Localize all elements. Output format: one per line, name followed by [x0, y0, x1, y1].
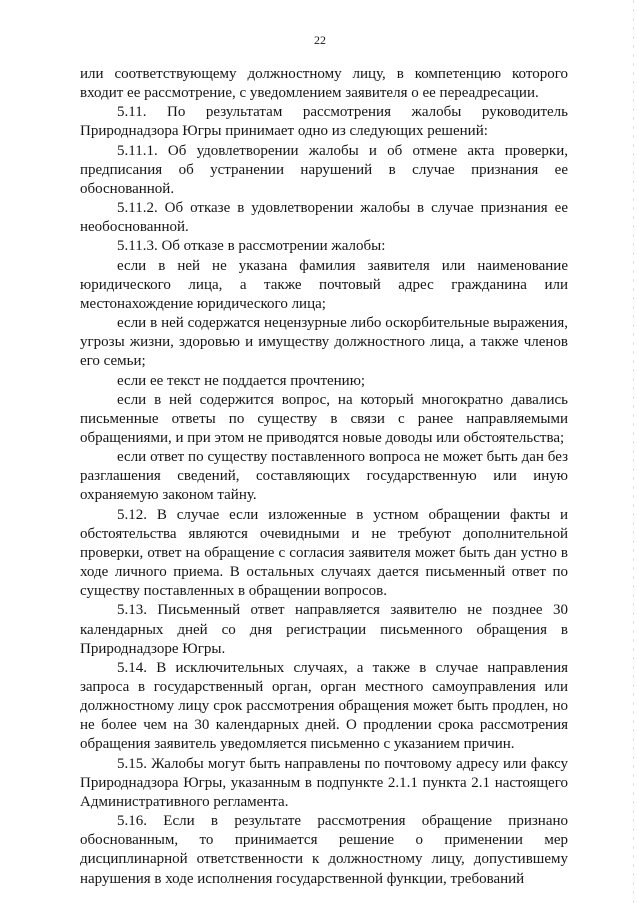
paragraph-5-12: 5.12. В случае если изложенные в устном обращении факты и обстоятельства являются очевидными и не требуют дополнительной проверки, ответ на обращение с согласия заявителя может быть дан устно в ходе личного приема. В остальных случаях дается письменный ответ по существу поставленных в обращении вопросов.	[80, 506, 568, 600]
page-number: 22	[314, 33, 326, 47]
paragraph-5-16: 5.16. Если в результате рассмотрения обращение признано обоснованным, то принимается решение о применении мер дисциплинарной ответственности к должностному лицу, допустившему нарушения в ходе исполнения государственной функции, требований	[80, 813, 568, 887]
paragraph-5-14: 5.14. В исключительных случаях, а также в случае направления запроса в государственный орган, орган местного самоуправления или должностному лицу срок рассмотрения обращения может быть продлен, но не более чем на 30 календарных дней. О продлении срока рассмотрения обращения заявитель уведомляется письменно с указанием причин.	[80, 659, 568, 753]
paragraph-5-13: 5.13. Письменный ответ направляется заявителю не позднее 30 календарных дней со дня регистрации письменного обращения в Природнадзоре Югры.	[80, 602, 568, 657]
scan-edge-mark	[633, 0, 634, 905]
refusal-condition-secret: если ответ по существу поставленного вопроса не может быть дан без разглашения сведений, составляющих государственную или иную охраняемую законом тайну.	[80, 449, 568, 504]
refusal-condition-repeated: если в ней содержится вопрос, на который многократно давались письменные ответы по существу в связи с ранее направляемыми обращениями, и при этом не приводятся новые доводы или обстоятельства;	[80, 391, 568, 446]
paragraph-5-11-2: 5.11.2. Об отказе в удовлетворении жалобы в случае признания ее необоснованной.	[80, 200, 568, 236]
paragraph-5-11-1: 5.11.1. Об удовлетворении жалобы и об отмене акта проверки, предписания об устранении нарушений в случае признания ее обоснованной.	[80, 142, 568, 197]
paragraph-5-11-3: 5.11.3. Об отказе в рассмотрении жалобы:	[117, 238, 386, 255]
paragraph-5-11: 5.11. По результатам рассмотрения жалобы руководитель Природнадзора Югры принимает одно из следующих решений:	[80, 104, 568, 140]
document-body	[80, 65, 568, 889]
refusal-condition-offensive: если в ней содержатся нецензурные либо оскорбительные выражения, угрозы жизни, здоровью и имуществу должностного лица, а также членов его семьи;	[80, 315, 568, 370]
refusal-condition-no-name: если в ней не указана фамилия заявителя или наименование юридического лица, а также почтовый адрес гражданина или местонахождение юридического лица;	[80, 257, 568, 312]
paragraph-continuation: или соответствующему должностному лицу, в компетенцию которого входит ее рассмотрение, с уведомлением заявителя о ее переадресации.	[80, 66, 568, 102]
refusal-condition-unreadable: если ее текст не поддается прочтению;	[117, 372, 366, 389]
paragraph-5-15: 5.15. Жалобы могут быть направлены по почтовому адресу или факсу Природнадзора Югры, указанным в подпункте 2.1.1 пункта 2.1 настоящего Административного регламента.	[80, 755, 568, 810]
